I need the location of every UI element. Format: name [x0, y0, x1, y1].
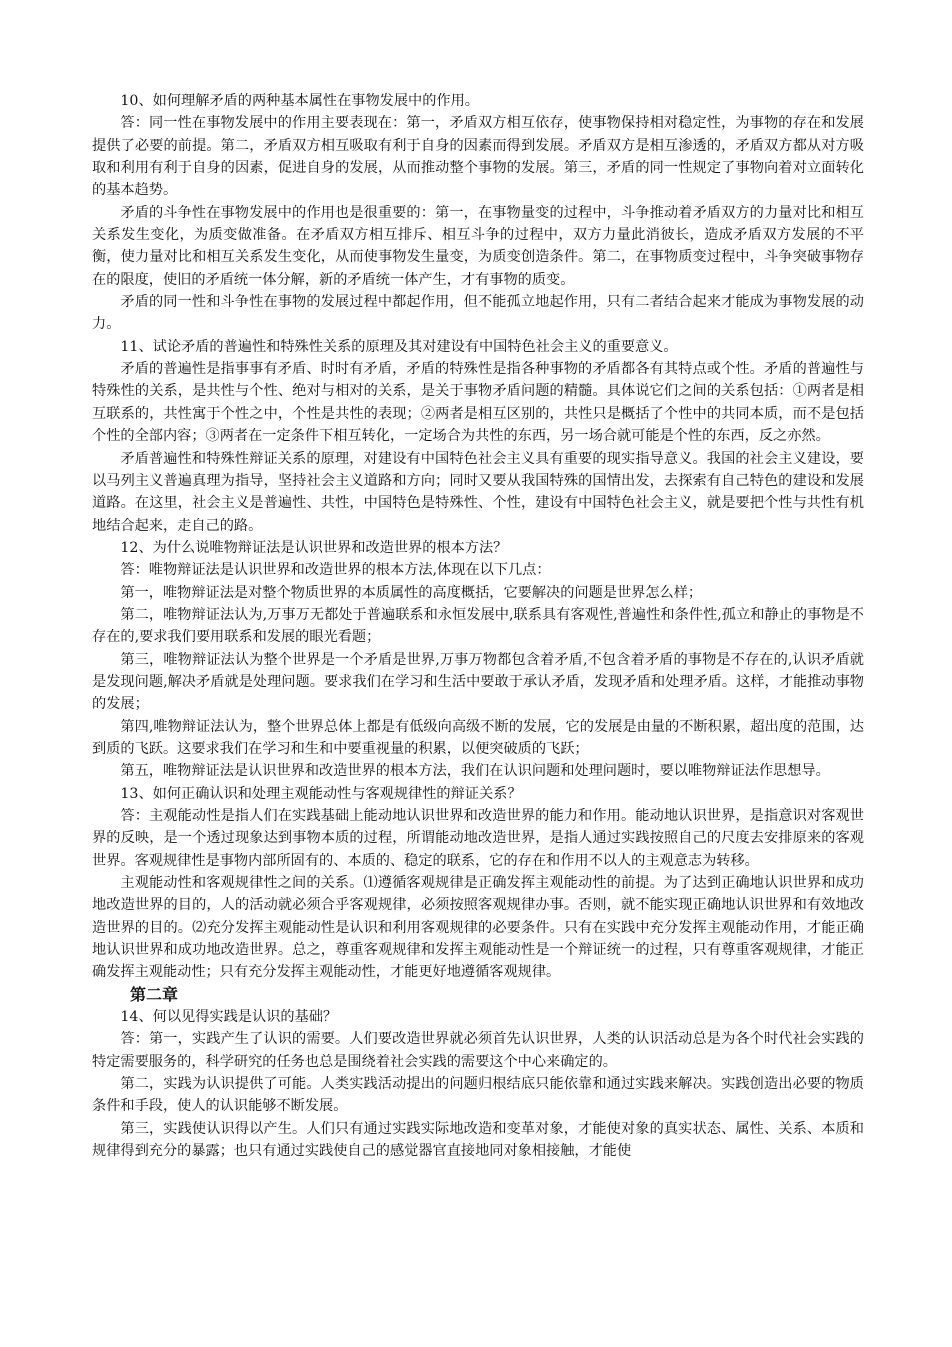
question-12: 12、为什么说唯物辩证法是认识世界和改造世界的根本方法？ [120, 539, 508, 556]
question-10: 10、如何理解矛盾的两种基本属性在事物发展中的作用。 [120, 93, 479, 109]
question-11: 11、试论矛盾的普遍性和特殊性关系的原理及其对建设有中国特色社会主义的重要意义。 [120, 338, 678, 355]
body-paragraph: 第三，实践使认识得以产生。人们只有通过实践实际地改造和变革对象，才能使对象的真实状态、属性、关系、本质和规律得到充分的暴露；也只有通过实践使自己的感觉器官直接地同对象相接触，才能使 [92, 1120, 864, 1160]
answer-paragraph: 答：唯物辩证法是认识世界和改造世界的根本方法,体现在以下几点： [120, 562, 551, 579]
question-14: 14、何以见得实践是认识的基础？ [120, 1009, 338, 1026]
chapter-heading: 第二章 [130, 984, 179, 1004]
body-paragraph: 第二，唯物辩证法认为,万事万无都处于普遍联系和永恒发展中,联系具有客观性,普遍性和条件性,孤立和静止的事物是不存在的,要求我们要用联系和发展的眼光看题； [92, 606, 864, 646]
answer-paragraph: 答：第一，实践产生了认识的需要。人们要改造世界就必须首先认识世界，人类的认识活动总是为各个时代社会实践的特定需要服务的，科学研究的任务也总是围绕着社会实践的需要这个中心来确定的。 [92, 1031, 864, 1070]
body-paragraph: 第一，唯物辩证法是对整个物质世界的本质属性的高度概括，它要解决的问题是世界怎么样； [120, 584, 703, 601]
answer-paragraph: 答：同一性在事物发展中的作用主要表现在：第一，矛盾双方相互依存，使事物保持相对稳定性，为事物的存在和发展提供了必要的前提。第二，矛盾双方相互吸取有利于自身的因素而得到发展。矛盾双方是相互渗透的，矛盾双方都从对方吸取和利用有利于自身的因素，促进自身的发展，从而推动整个事物的发展。第三，矛盾的同一性规定了事物向着对立面转化的基本趋势。 [92, 115, 864, 199]
body-paragraph: 第四,唯物辩证法认为，整个世界总体上都是有低级向高级不断的发展，它的发展是由量的不断积累，超出度的范围，达到质的飞跃。这要求我们在学习和生和中要重视量的积累，以便突破质的飞跃； [92, 718, 864, 757]
body-paragraph: 第二，实践为认识提供了可能。人类实践活动提出的问题归根结底只能依靠和通过实践来解决。实践创造出必要的物质条件和手段，使人的认识能够不断发展。 [92, 1076, 864, 1115]
body-paragraph: 矛盾的斗争性在事物发展中的作用也是很重要的：第一，在事物量变的过程中，斗争推动着矛盾双方的力量对比和相互关系发生变化，为质变做准备。在矛盾双方相互排斥、相互斗争的过程中，双方力量此消彼长，造成矛盾双方发展的不平衡，使力量对比和相互关系发生变化，从而使事物发生量变，为质变创造条件。第二，在事物质变过程中，斗争突破事物存在的限度，使旧的矛盾统一体分解，新的矛盾统一体产生，才有事物的质变。 [92, 204, 864, 288]
body-paragraph: 矛盾的同一性和斗争性在事物的发展过程中都起作用，但不能孤立地起作用，只有二者结合起来才能成为事物发展的动力。 [92, 294, 864, 333]
body-paragraph: 第五，唯物辩证法是认识世界和改造世界的根本方法，我们在认识问题和处理问题时，要以唯物辩证法作思想导。 [120, 763, 830, 780]
body-paragraph: 矛盾普遍性和特殊性辩证关系的原理，对建设有中国特色社会主义具有重要的现实指导意义。我国的社会主义建设，要以马列主义普遍真理为指导，坚持社会主义道路和方向；同时又要从我国特殊的国情出发，去探索有自己特色的建设和发展道路。在这里，社会主义是普遍性、共性，中国特色是特殊性、个性，建设有中国特色社会主义，就是要把个性与共性有机地结合起来，走自己的路。 [92, 450, 864, 534]
answer-paragraph: 答：主观能动性是指人们在实践基础上能动地认识世界和改造世界的能力和作用。能动地认识世界，是指意识对客观世界的反映，是一个透过现象达到事物本质的过程，所谓能动地改造世界，是指人通过实践按照自己的尺度去安排原来的客观世界。客观规律性是事物内部所固有的、本质的、稳定的联系，它的存在和作用不以人的主观意志为转移。 [92, 808, 864, 869]
body-paragraph: 主观能动性和客观规律性之间的关系。⑴遵循客观规律是正确发挥主观能动性的前提。为了达到正确地认识世界和成功地改造世界的目的，人的活动就必须合乎客观规律，必须按照客观规律办事。否则，就不能实现正确地认识世界和有效地改造世界的目的。⑵充分发挥主观能动性是认识和利用客观规律的必要条件。只有在实践中充分发挥主观能动作用，才能正确地认识世界和成功地改造世界。总之，尊重客观规律和发挥主观能动性是一个辩证统一的过程，只有尊重客观规律，才能正确发挥主观能动性；只有充分发挥主观能动性，才能更好地遵循客观规律。 [92, 875, 864, 981]
body-paragraph: 第三，唯物辩证法认为整个世界是一个矛盾是世界,万事万物都包含着矛盾,不包含着矛盾的事物是不存在的,认识矛盾就是发现问题,解决矛盾就是处理问题。要求我们在学习和生活中要敢于承认矛盾，发现矛盾和处理矛盾。这样，才能推动事物的发展； [92, 651, 864, 713]
body-paragraph: 矛盾的普遍性是指事事有矛盾、时时有矛盾，矛盾的特殊性是指各种事物的矛盾都各有其特点或个性。矛盾的普遍性与特殊性的关系，是共性与个性、绝对与相对的关系，是关于事物矛盾问题的精髓。具体说它们之间的关系包括：①两者是相互联系的，共性寓于个性之中，个性是共性的表现；②两者是相互区别的，共性只是概括了个性中的共同本质，而不是包括个性的全部内容；③两者在一定条件下相互转化，一定场合为共性的东西，另一场合就可能是个性的东西，反之亦然。 [92, 361, 864, 445]
question-13: 13、如何正确认识和处理主观能动性与客观规律性的辩证关系？ [120, 785, 522, 802]
document-page [92, 90, 864, 1163]
